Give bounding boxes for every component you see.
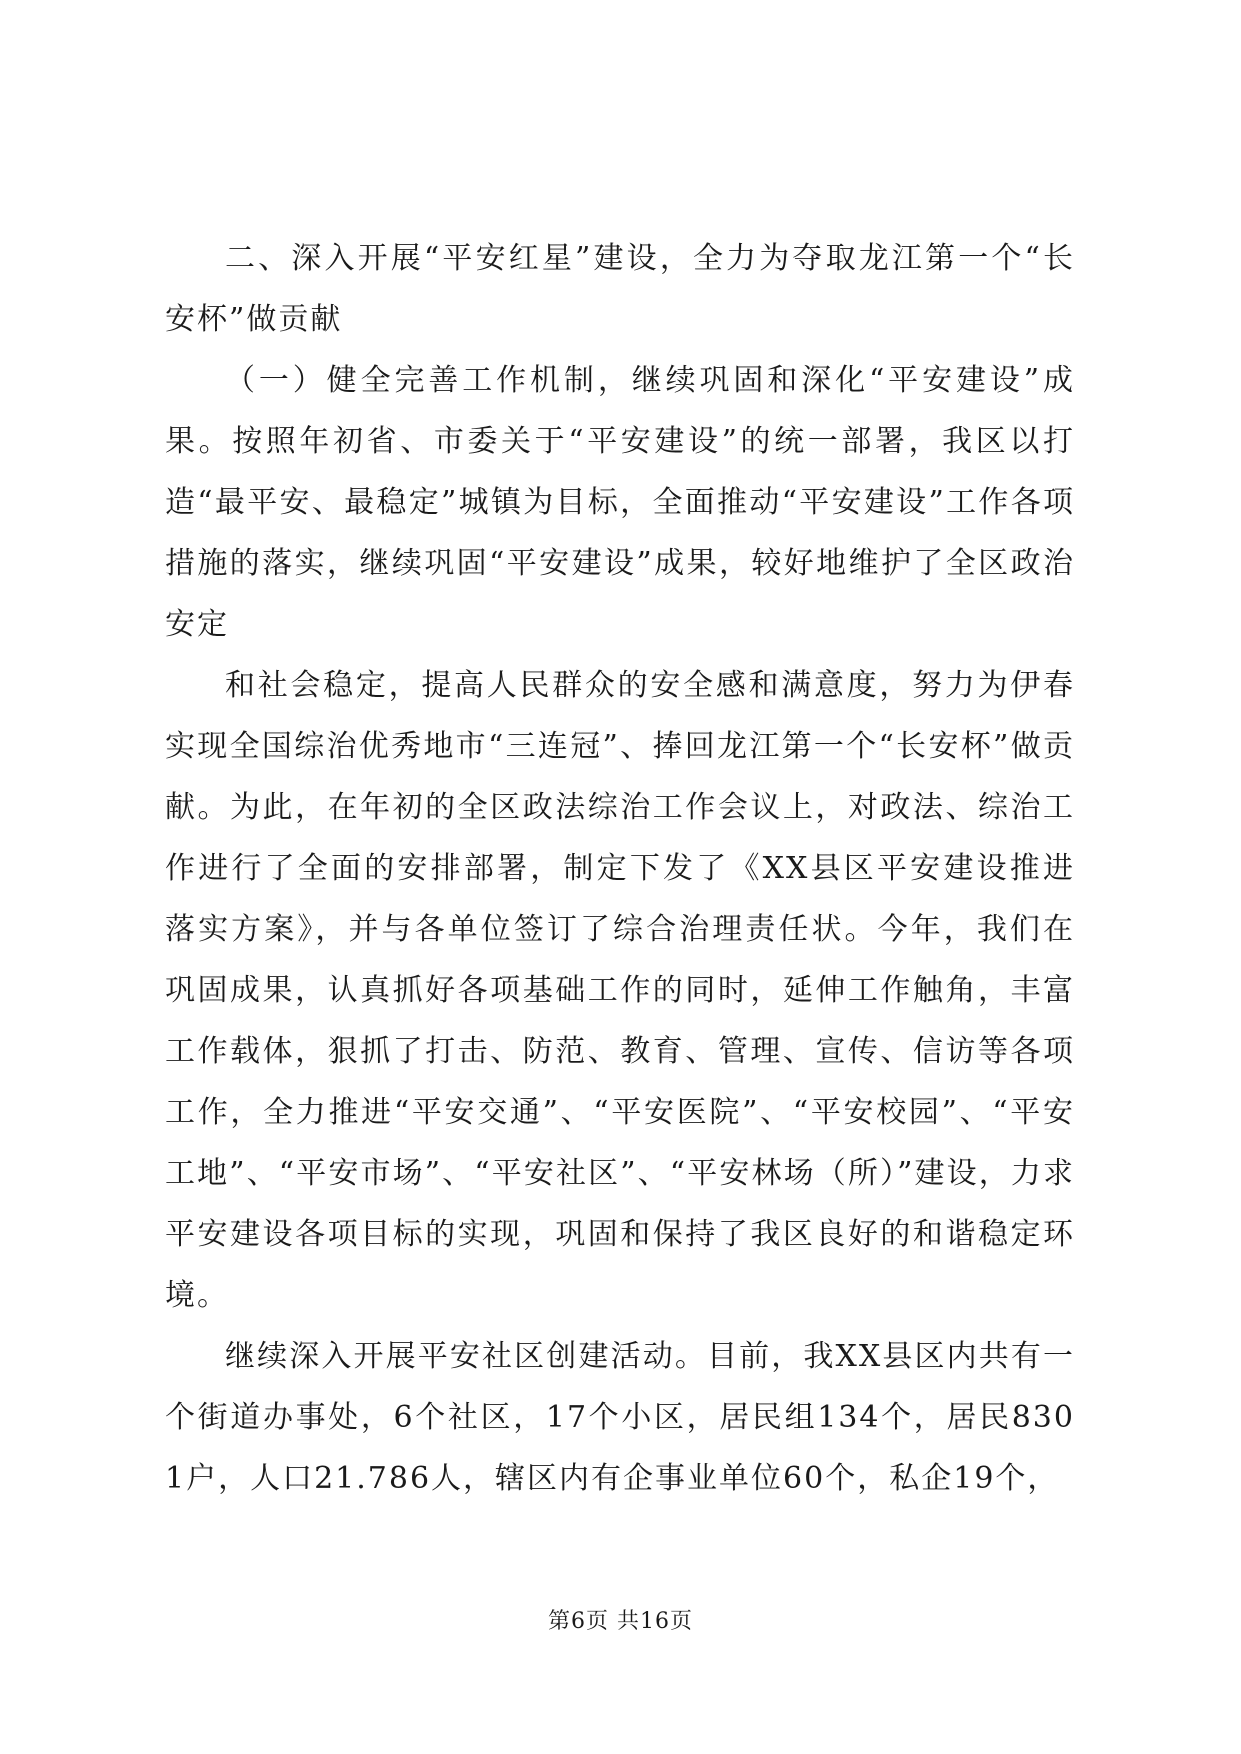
page-number-footer: 第6页 共16页	[548, 1609, 693, 1634]
section-heading: 二、深入开展“平安红星”建设，全力为夺取龙江第一个“长安杯”做贡献	[165, 241, 1075, 337]
document-body	[165, 228, 1075, 1509]
paragraph-stability: 和社会稳定，提高人民群众的安全感和满意度，努力为伊春实现全国综治优秀地市“三连冠”、捧回龙江第一个“长安杯”做贡献。为此，在年初的全区政法综治工作会议上，对政法、综治工作进行了全面的安排部署，制定下发了《XX县区平安建设推进落实方案》，并与各单位签订了综合治理责任状。今年，我们在巩固成果，认真抓好各项基础工作的同时，延伸工作触角，丰富工作载体，狠抓了打击、防范、教育、管理、宣传、信访等各项工作，全力推进“平安交通”、“平安医院”、“平安校园”、“平安工地”、“平安市场”、“平安社区”、“平安林场（所）”建设，力求平安建设各项目标的实现，巩固和保持了我区良好的和谐稳定环境。	[165, 668, 1075, 1313]
paragraph-mechanism: （一）健全完善工作机制，继续巩固和深化“平安建设”成果。按照年初省、市委关于“平安建设”的统一部署，我区以打造“最平安、最稳定”城镇为目标，全面推动“平安建设”工作各项措施的落实，继续巩固“平安建设”成果，较好地维护了全区政治安定	[165, 363, 1075, 642]
paragraph-community: 继续深入开展平安社区创建活动。目前，我XX县区内共有一个街道办事处，6个社区，17个小区，居民组134个，居民8301户，人口21.786人，辖区内有企事业单位60个，私企19个，	[165, 1339, 1075, 1496]
